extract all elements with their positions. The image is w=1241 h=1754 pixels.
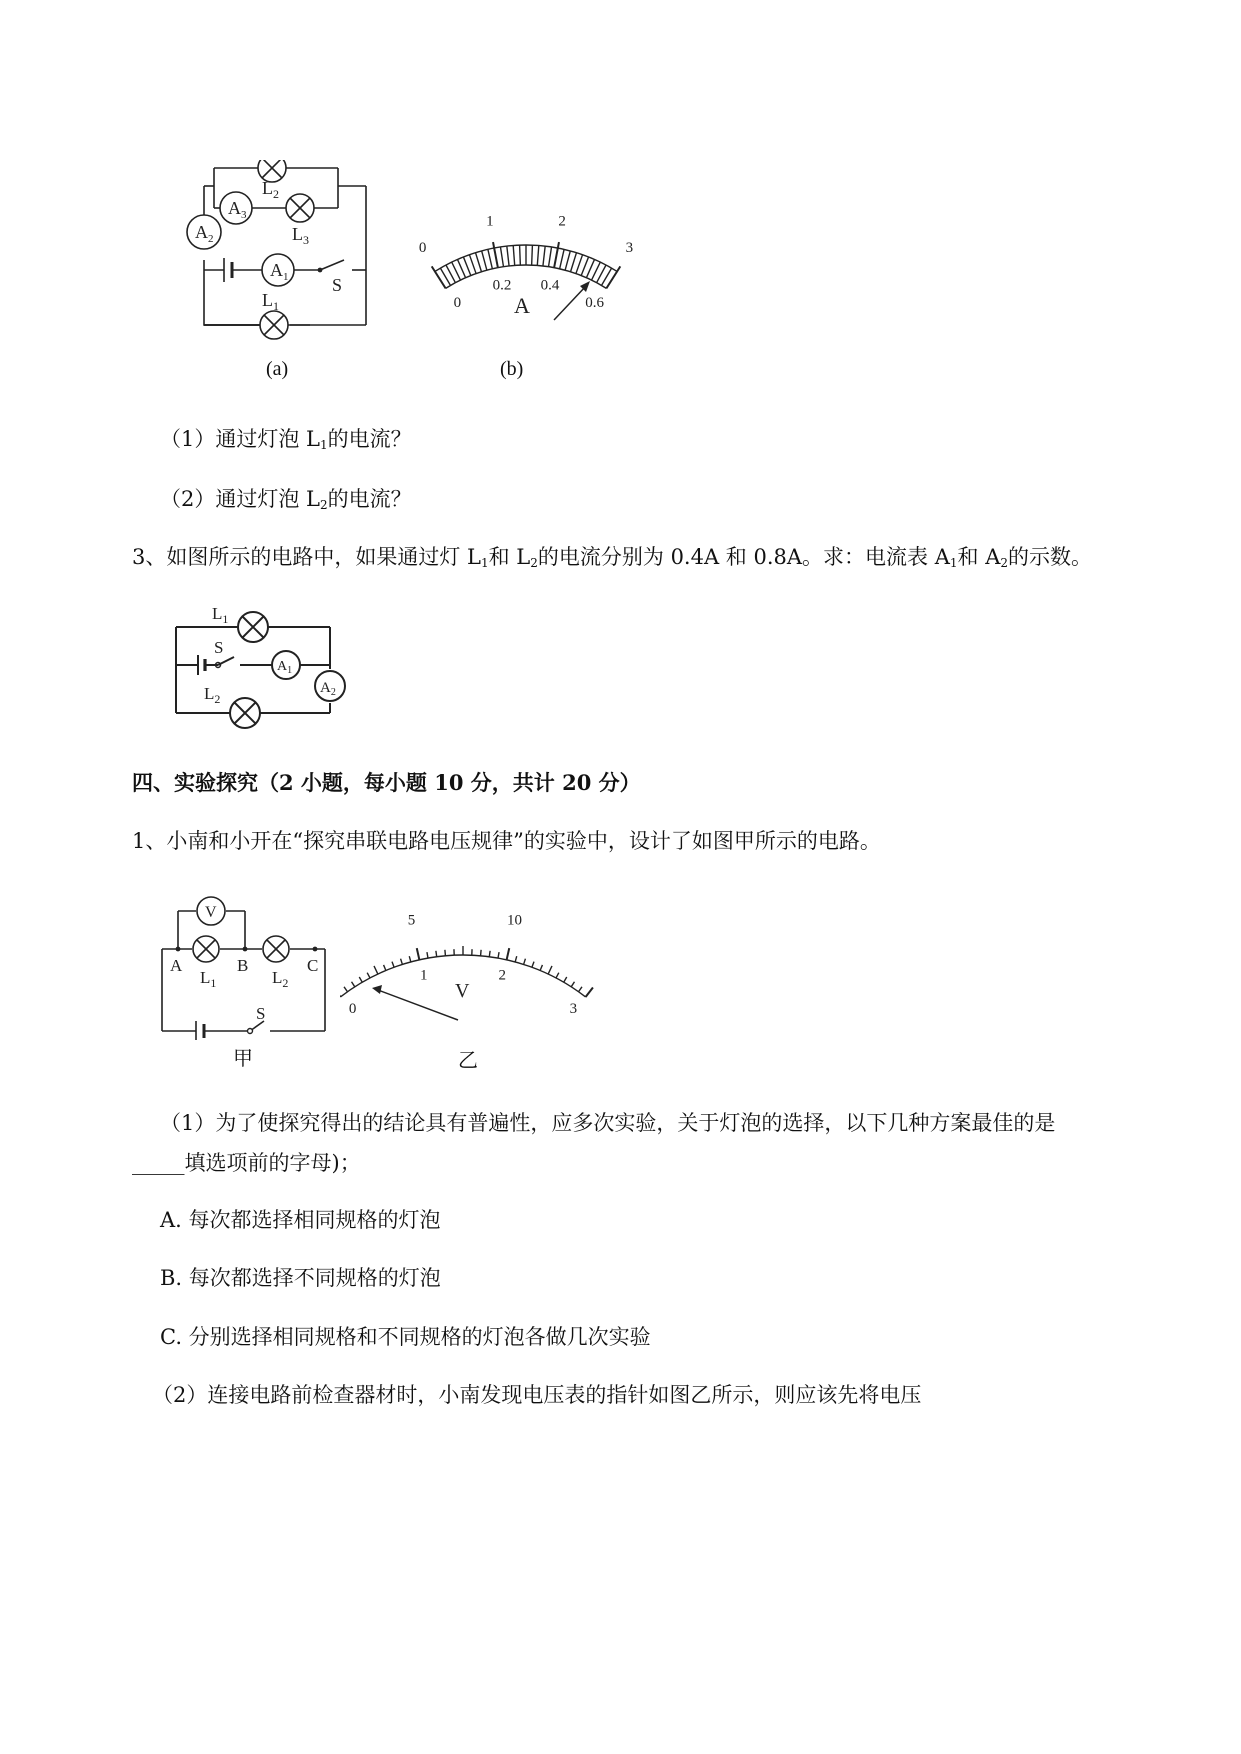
scale-label-lower: 3	[569, 1000, 578, 1017]
dial-tick	[417, 948, 420, 960]
circuit-diagram-a	[170, 160, 430, 380]
voltmeter-dial-yi	[340, 900, 600, 1030]
label-l2: $L_2$	[262, 178, 279, 201]
lamp-icon	[263, 936, 289, 962]
ammeter-dial-b	[400, 200, 650, 330]
scale-label-upper: 3	[625, 240, 634, 257]
dial-tick	[344, 987, 347, 992]
dial-tick	[488, 249, 492, 268]
dial-tick	[543, 246, 545, 266]
lamp-icon	[260, 311, 288, 339]
label-l2: $L_2$	[272, 968, 289, 990]
scale-label-lower: 1	[419, 967, 428, 984]
figure-label-yi: 乙	[458, 1048, 478, 1072]
dial-tick	[482, 251, 487, 270]
dial-tick	[571, 253, 577, 272]
dial-tick	[500, 247, 503, 267]
question-2-1: （1）通过灯泡 $L_1$的电流？	[160, 427, 412, 452]
dial-tick	[524, 959, 526, 965]
dial-tick	[540, 965, 542, 971]
dial-tick	[532, 245, 533, 265]
option-b: B. 每次都选择不同规格的灯泡	[160, 1266, 441, 1290]
figure-label-jia: 甲	[233, 1046, 253, 1070]
question-4-1-1-line1: （1）为了使探究得出的结论具有普遍性，应多次实验，关于灯泡的选择，以下几种方案最佳的是	[160, 1111, 1056, 1135]
dial-tick	[576, 255, 583, 274]
dial-tick	[392, 962, 394, 968]
label-a1: $A_1$	[270, 260, 289, 283]
label-l1: $L_1$	[262, 290, 279, 313]
scale-label-lower: 0	[348, 1000, 357, 1017]
dial-tick	[554, 242, 559, 268]
circuit-diagram-q3	[160, 595, 360, 730]
dial-tick	[498, 952, 499, 958]
label-a2: $A_2$	[195, 222, 214, 245]
dial-tick	[532, 962, 534, 968]
label-l1: $L_1$	[200, 968, 217, 990]
scale-label-upper: 5	[407, 912, 416, 929]
scale-label-upper: 2	[558, 213, 566, 230]
dial-tick	[489, 951, 490, 957]
dial-tick	[565, 251, 570, 270]
lamp-icon	[238, 612, 268, 642]
label-switch: S	[214, 638, 224, 657]
dial-tick	[581, 257, 588, 276]
label-a2: $A_2$	[320, 680, 336, 698]
dial-tick	[463, 257, 470, 276]
label-a3: $A_3$	[228, 198, 247, 221]
scale-label-upper: 1	[486, 213, 494, 230]
question-4-1-2: （2）连接电路前检查器材时，小南发现电压表的指针如图乙所示，则应该先将电压	[152, 1383, 922, 1407]
dial-tick	[427, 952, 428, 958]
dial-tick	[548, 966, 552, 974]
dial-tick	[436, 951, 437, 957]
dial-tick	[515, 956, 517, 962]
dial-tick	[513, 245, 515, 265]
dial-tick	[352, 982, 355, 987]
label-a1: $A_1$	[277, 659, 293, 676]
scale-label-lower: 0	[453, 294, 462, 311]
dial-tick	[507, 246, 509, 266]
lamp-icon	[230, 698, 260, 728]
dial-tick	[401, 959, 403, 965]
option-a: A. 每次都选择相同规格的灯泡	[160, 1208, 441, 1232]
dial-tick	[556, 973, 559, 978]
label-l1: $L_1$	[212, 604, 229, 626]
dial-tick	[520, 245, 521, 265]
dial-tick	[359, 977, 362, 982]
scale-label-lower: 2	[498, 967, 507, 984]
dial-tick	[409, 956, 411, 962]
dial-tick	[571, 982, 574, 987]
dial-tick	[579, 987, 582, 992]
scale-label-lower: 0.6	[585, 294, 604, 311]
question-4-1: 1、小南和小开在“探究串联电路电压规律”的实验中，设计了如图甲所示的电路。	[132, 829, 881, 853]
dial-tick	[445, 950, 446, 956]
scale-label-lower: 0.2	[492, 277, 512, 294]
label-switch: S	[332, 275, 343, 295]
question-4-1-1-line2: _____填选项前的字母)；	[132, 1151, 361, 1175]
dial-tick	[564, 977, 567, 982]
dial-tick	[476, 253, 482, 272]
option-c: C. 分别选择相同规格和不同规格的灯泡各做几次实验	[160, 1325, 651, 1349]
dial-tick	[493, 242, 498, 268]
lamp-icon	[193, 936, 219, 962]
label-l3: $L_3$	[292, 224, 309, 247]
scale-label-upper: 0	[418, 240, 427, 257]
dial-tick	[549, 247, 552, 267]
dial-tick	[507, 948, 510, 960]
dial-arc	[446, 265, 607, 288]
dial-tick	[537, 245, 539, 265]
scale-label-lower: 0.4	[540, 277, 560, 294]
label-switch: S	[256, 1004, 266, 1023]
label-v: V	[205, 904, 217, 921]
dial-tick	[560, 249, 564, 268]
dial-tick	[586, 987, 593, 996]
dial-tick	[481, 950, 482, 956]
dial-tick	[374, 966, 378, 974]
dial-tick	[384, 965, 386, 971]
scale-label-upper: 10	[506, 912, 522, 929]
circuit-diagram-jia	[150, 895, 340, 1040]
label-c: C	[307, 956, 319, 975]
dial-tick	[367, 973, 370, 978]
question-2-2: （2）通过灯泡 $L_2$的电流？	[160, 487, 412, 512]
dial-tick	[469, 255, 476, 274]
lamp-icon	[286, 194, 314, 222]
label-l2: $L_2$	[204, 684, 221, 706]
label-b: B	[237, 956, 249, 975]
meter-unit: A	[514, 293, 530, 318]
section-heading: 四、实验探究（2 小题，每小题 10 分，共计 20 分）	[132, 770, 641, 795]
question-3: 3、如图所示的电路中，如果通过灯 $L_1$和 $L_2$的电流分别为 0.4A 和 0.8A。求：电流表 $A_1$和 $A_2$的示数。	[132, 545, 1093, 570]
figure-label-a: (a)	[266, 358, 289, 380]
label-a: A	[170, 956, 183, 975]
meter-unit: V	[455, 980, 470, 1002]
figure-label-b: (b)	[500, 358, 524, 380]
